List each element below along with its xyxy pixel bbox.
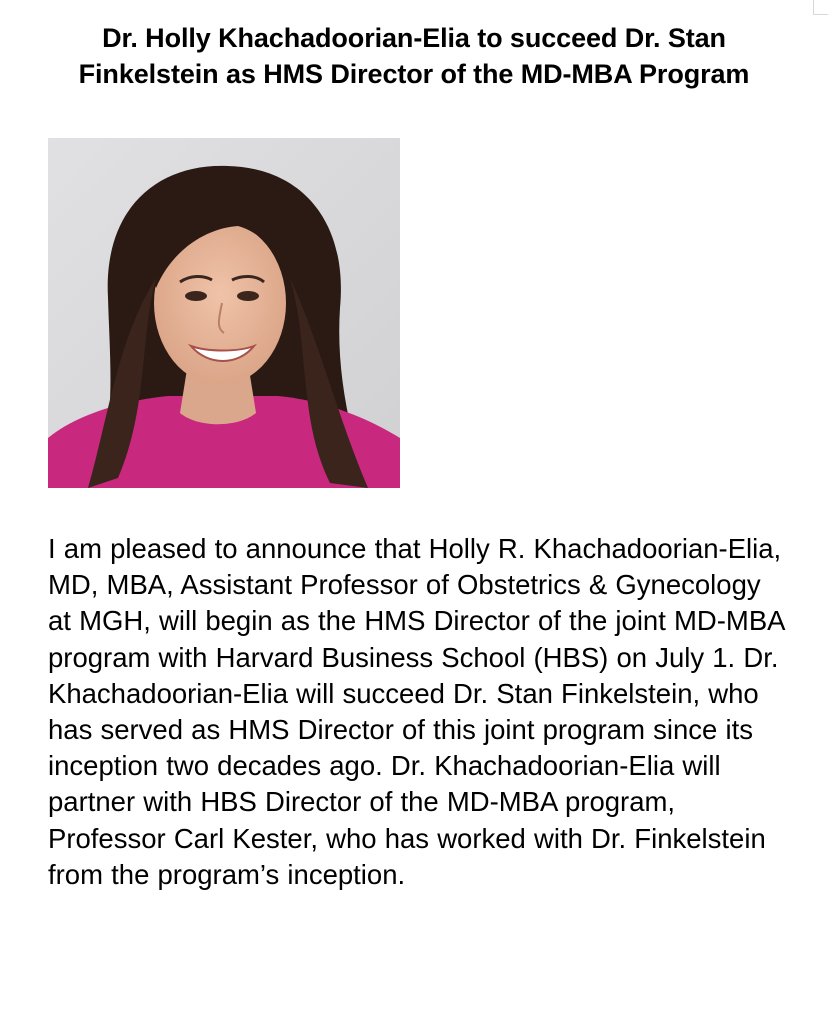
corner-decoration	[813, 0, 828, 15]
article-body: I am pleased to announce that Holly R. Khachadoorian-Elia, MD, MBA, Assistant Professor of Obstetrics & Gynecology at MGH, will begin as the HMS Director of the joint MD-MBA program with Harvard Business School (HBS) on July 1. Dr. Khachadoorian-Elia will succeed Dr. Stan Finkelstein, who has served as HMS Director of this joint program since its inception two decades ago. Dr. Khachadoorian-Elia will partner with HBS Director of the MD-MBA program, Professor Carl Kester, who has worked with Dr. Finkelstein from the program’s inception.	[48, 533, 785, 890]
portrait-photo	[48, 138, 400, 488]
article-headline: Dr. Holly Khachadoorian-Elia to succeed Dr. Stan Finkelstein as HMS Director of the MD-MBA Program	[78, 23, 750, 89]
